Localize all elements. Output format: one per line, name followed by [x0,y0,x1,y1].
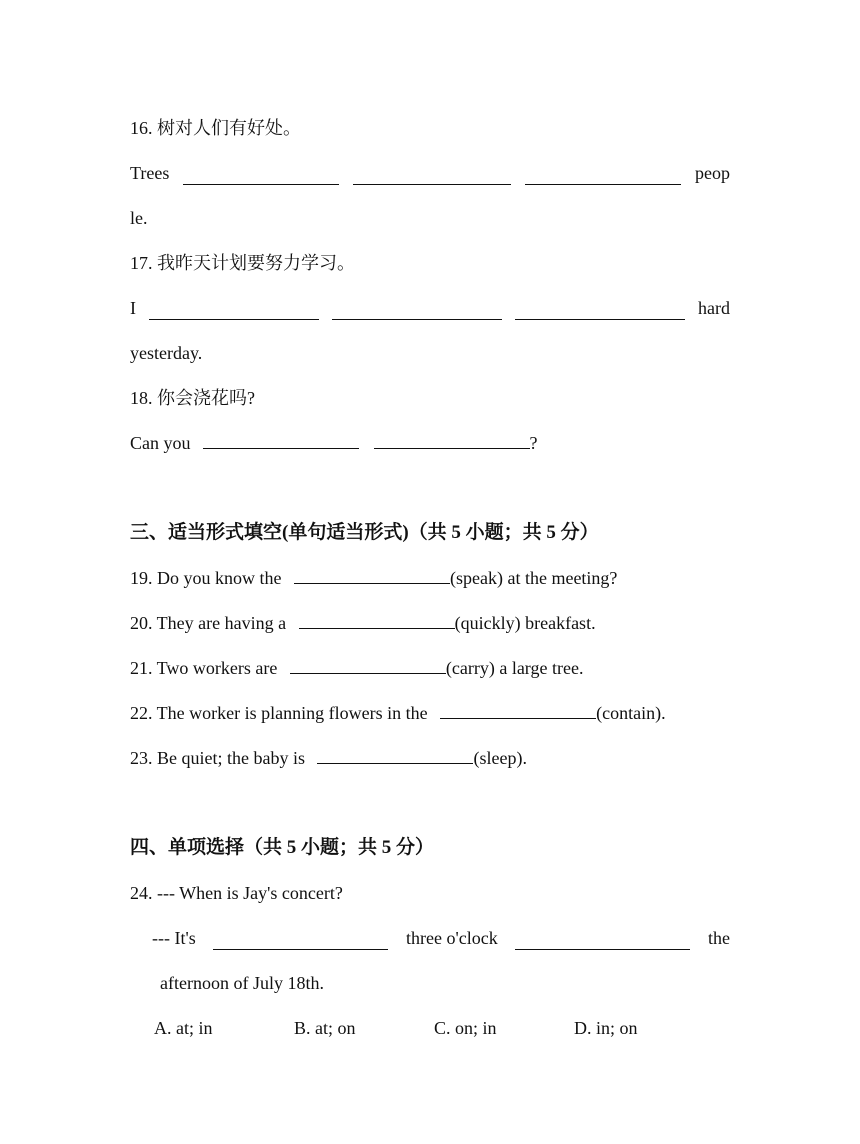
q18-start: Can you [130,433,191,453]
q18-blank-2[interactable] [374,431,530,449]
q20-before: 20. They are having a [130,613,287,633]
q17-start: I [130,298,136,318]
q24-blank-2[interactable] [515,932,690,950]
q24-options [154,1016,714,1040]
q16-blank-2[interactable] [353,167,511,185]
q17-end: hard [698,298,730,318]
q23-after: (sleep). [473,748,527,768]
q19-blank[interactable] [294,566,450,584]
question-18-prompt: 18. 你会浇花吗? [130,388,255,408]
q22-before: 22. The worker is planning flowers in the [130,703,428,723]
q24-answer-end: the [708,928,730,948]
q16-blank-1[interactable] [183,167,339,185]
q24-option-b[interactable]: B. at; on [294,1018,356,1038]
q19-after: (speak) at the meeting? [450,568,618,588]
q24-answer-mid: three o'clock [406,928,498,948]
q24-option-a[interactable]: A. at; in [154,1018,213,1038]
q23-before: 23. Be quiet; the baby is [130,748,305,768]
q24-answer-start: --- It's [152,928,196,948]
question-22 [130,701,666,725]
question-16-prompt: 16. 树对人们有好处。 [130,118,301,138]
q19-before: 19. Do you know the [130,568,282,588]
q24-blank-1[interactable] [213,932,388,950]
q21-blank[interactable] [290,656,446,674]
question-21 [130,656,583,680]
question-17-prompt: 17. 我昨天计划要努力学习。 [130,253,355,273]
q16-start: Trees [130,163,170,183]
question-23 [130,746,527,770]
q17-blank-1[interactable] [149,302,319,320]
q22-blank[interactable] [440,701,596,719]
q22-after: (contain). [596,703,666,723]
question-16-answer-line [130,161,730,185]
q20-after: (quickly) breakfast. [454,613,596,633]
section-4-heading: 四、单项选择（共 5 小题；共 5 分） [130,837,435,858]
q21-before: 21. Two workers are [130,658,278,678]
q24-option-c[interactable]: C. on; in [434,1018,497,1038]
question-20 [130,611,596,635]
q20-blank[interactable] [299,611,455,629]
q17-blank-2[interactable] [332,302,502,320]
q17-blank-3[interactable] [515,302,685,320]
q24-option-d[interactable]: D. in; on [574,1018,638,1038]
question-24-answer-line [152,926,730,950]
q16-end: peop [694,163,730,183]
question-17-answer-line [130,296,730,320]
q21-after: (carry) a large tree. [445,658,584,678]
q16-continuation: le. [130,208,148,228]
q17-continuation: yesterday. [130,343,203,363]
question-19 [130,566,617,590]
question-18-answer-line [130,431,538,455]
q16-blank-3[interactable] [525,167,681,185]
q18-end: ? [529,433,538,453]
question-24: 24. --- When is Jay's concert? [130,883,343,903]
section-3-heading: 三、适当形式填空(单句适当形式)（共 5 小题；共 5 分） [130,522,599,543]
q23-blank[interactable] [317,746,473,764]
q24-answer-continuation: afternoon of July 18th. [160,973,324,993]
q18-blank-1[interactable] [203,431,359,449]
